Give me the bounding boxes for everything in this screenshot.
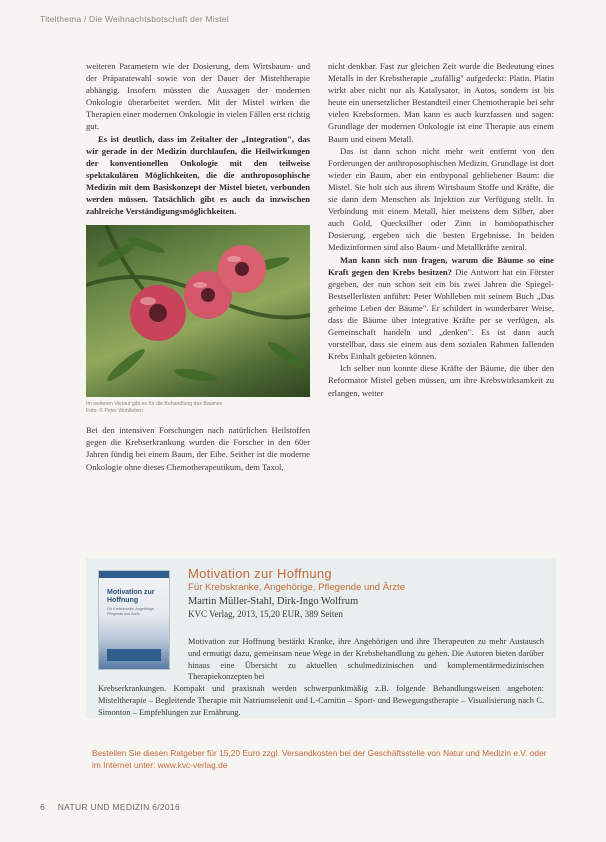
running-head: Titelthema / Die Weihnachtsbotschaft der Mistel — [40, 14, 229, 24]
book-cover-band — [99, 571, 169, 578]
yew-berries-photo — [86, 225, 310, 397]
right-paragraph-4: Ich selber nun konnte diese Kräfte der Bäume, die über den Reformator Mistel geben müssen, um ihre Krebswirksamkeit zu erlangen, weiter — [328, 363, 554, 398]
photo-caption — [86, 401, 310, 414]
photo-credit: Foto: © Peter Wohlleben — [86, 407, 143, 414]
left-paragraph-1: weiteren Parametern wie der Dosierung, dem Wirtsbaum- und der Präparatewahl sowie von der Dauer der Misteltherapie abhängig. Insofern müssten die Aussagen der modernen Onkologie überarbeitet werden. Mit der Mistel wirken die Therapien einer modernen Onkologie in vielen Fällen erst richtig gut. — [86, 61, 310, 132]
left-paragraph-3: Bei den intensiven Forschungen nach natürlichen Heilstoffen gegen die Krebserkrankung wurden die Forscher in den 60er Jahren fündig bei einem Baum, der Eibe. Seither ist die moderne Onkologie ohne dieses Chemotherapeutikum, dem Taxol, — [86, 425, 310, 472]
book-authors: Martin Müller-Stahl, Dirk-Ingo Wolfrum — [188, 596, 359, 607]
page-footer — [40, 802, 180, 812]
book-cover-subtitle: Für Krebskranke, Angehörige, Pflegende und Ärzte — [107, 607, 155, 616]
left-column — [86, 60, 310, 473]
right-paragraph-1: nicht denkbar. Fast zur gleichen Zeit wurde die Bedeutung eines Metalls in der Krebstherapie „zufällig" aufgedeckt: Platin. Platin wirkt aber nicht nur als Katalysator, in Autos, sondern ist bis heute ein unersetzlicher Bestandteil einer Chemotherapie bei sehr vielen Krebsformen. Man kann es auch kurzfassen und sagen: Grundlage der modernen Onkologie ist eine Therapie aus einem Baum und einem Metall. — [328, 61, 554, 144]
magazine-issue: NATUR UND MEDIZIN 6/2016 — [57, 802, 180, 812]
book-description — [98, 636, 544, 719]
book-description-full: Krebserkrankungen. Kompakt und praxisnah werden schwerpunktmäßig z.B. folgende Behandlungsweisen angeboten: Misteltherapie – Begleitende Therapie mit Natriumselenit und L-Carnitin – Sport- und Bewegungstherapie – Visualisierung nach C. Simonton – Empfehlungen zur Ernährung. — [98, 684, 544, 717]
right-paragraph-2: Das ist dann schon nicht mehr weit entfernt von den Forderungen der anthroposophischen Medizin. Grundlage ist dort wieder ein Baum, aber ein entbyponal gebliebener Baum: die Mistel. Sie holt sich aus ihrem Wirtsbaum Stoffe und Kräfte, die sie dann dem Menschen als Injektion zur Verfügung stellt. In Verbindung mit einem Metall, hier meistens dem Silber, aber auch Gold, Quecksilber oder Zinn in homöopathischer Dosierung, ergeben sich die besten Ergebnisse. In beiden Medizinformen sind also Baum- und Metallkräfte zentral. — [328, 145, 554, 253]
book-recommendation-box — [86, 558, 556, 718]
book-subtitle: Für Krebskranke, Angehörige, Pflegende und Ärzte — [188, 582, 406, 593]
right-paragraph-3-lead: Man kann sich nun fragen, warum die Bäume so eine Kraft gegen den Krebs besitzen? — [328, 254, 554, 277]
right-paragraph-3 — [328, 254, 554, 363]
right-paragraph-3-rest: Die Antwort hat ein Förster gegeben, der nun schon seit ein bis zwei Jahren die Spiegel-Bestsellerlisten anführt: Peter Wohlleben mit seinem Buch „Das geheime Leben der Bäume". Er schildert in wunderbarer Weise, dass die Bäume über integrative Kräfte per se verfügen, als Gemeinschaft handeln und „denken". Es ist dann auch vorstellbar, dass sie einem aus dem sozialen Rahmen fallenden Krebs Einhalt gebieten können. — [328, 266, 554, 362]
page-number: 6 — [40, 802, 46, 812]
yew-berries-illustration — [86, 225, 310, 397]
right-column — [328, 60, 554, 399]
photo-caption-line-1: Im weiteren Verlauf gibt es für die Behandlung des Baumes — [86, 401, 223, 408]
book-cover-title: Motivation zur Hoffnung — [107, 589, 155, 604]
left-paragraph-bold: Es ist deutlich, dass im Zeitalter der „Integration", das wir gerade in der Medizin durchlaufen, die Heilwirkungen der konventionellen Onkologie mit den teilweise spektakulären Möglichkeiten, die die anthroposophische Medizin mit dem Basiskonzept der Mistel bietet, verbunden werden müssen. Tatsächlich gibt es auch da inzwischen zahlreiche Verständigungsmöglichkeiten. — [86, 133, 310, 217]
order-note: Bestellen Sie diesen Ratgeber für 15,20 Euro zzgl. Versandkosten bei der Geschäftsstelle von Natur und Medizin e.V. oder im Internet unter: www.kvc-verlag.de — [92, 748, 547, 770]
book-publisher-info: KVC Verlag, 2013, 15,20 EUR, 389 Seiten — [188, 609, 343, 619]
book-title: Motivation zur Hoffnung — [188, 566, 332, 581]
book-description-indented: Motivation zur Hoffnung bestärkt Kranke, ihre Angehörigen und ihre Therapeuten zu mehr Austausch und ermutigt dazu, gemeinsam neue Wege in der Krebsbehandlung zu gehen. Die Autoren bieten darüber hinaus eine Übersicht zu aktuellen schulmedizinischen und komplementärmedizinischen Therapiekonzepten bei — [188, 637, 544, 682]
